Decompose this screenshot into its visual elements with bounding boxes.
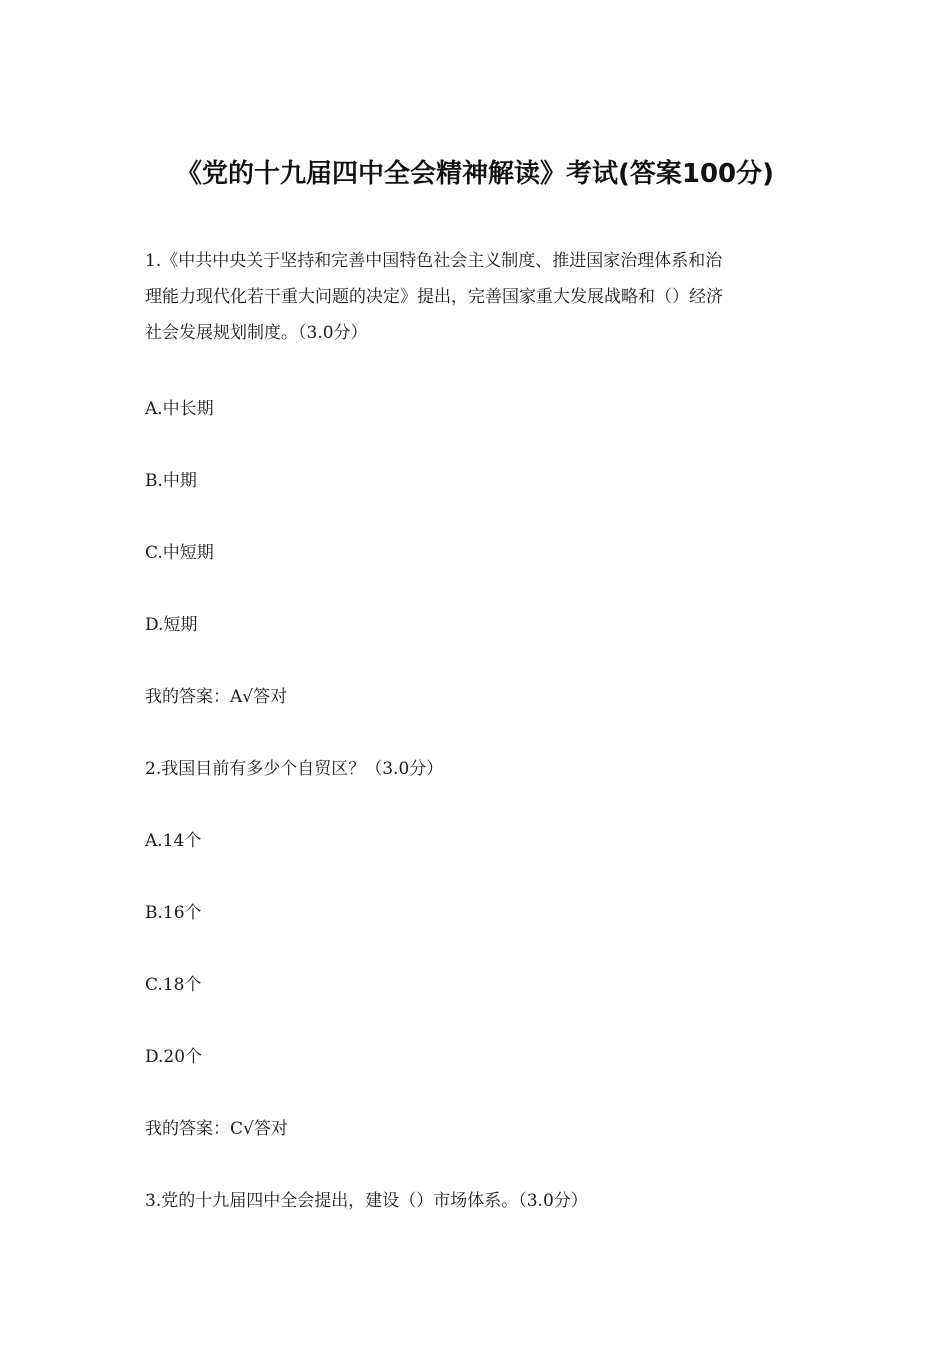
question-3-text: 3.党的十九届四中全会提出，建设（）市场体系。（3.0分） [145, 1191, 588, 1211]
question-1-option-c: C.中短期 [145, 543, 214, 563]
question-1-option-a: A.中长期 [145, 399, 214, 419]
question-2-option-c: C.18个 [145, 975, 202, 995]
question-2-option-b: B.16个 [145, 903, 202, 923]
question-2-option-a: A.14个 [145, 831, 202, 851]
question-2-option-d: D.20个 [145, 1047, 203, 1067]
question-2-answer: 我的答案：C√答对 [145, 1119, 288, 1139]
question-1-answer: 我的答案：A√答对 [145, 687, 288, 707]
question-1-line-2: 理能力现代化若干重大问题的决定》提出，完善国家重大发展战略和（）经济 [145, 287, 723, 307]
document-title: 《党的十九届四中全会精神解读》考试(答案100分) [175, 159, 775, 189]
question-1-text [145, 243, 807, 351]
question-1-line-1: 1.《中共中央关于坚持和完善中国特色社会主义制度、推进国家治理体系和治 [145, 251, 723, 271]
question-1-line-3: 社会发展规划制度。（3.0分） [145, 323, 368, 343]
question-1-option-b: B.中期 [145, 471, 197, 491]
question-2-text: 2.我国目前有多少个自贸区？（3.0分） [145, 759, 444, 779]
question-1-option-d: D.短期 [145, 615, 198, 635]
